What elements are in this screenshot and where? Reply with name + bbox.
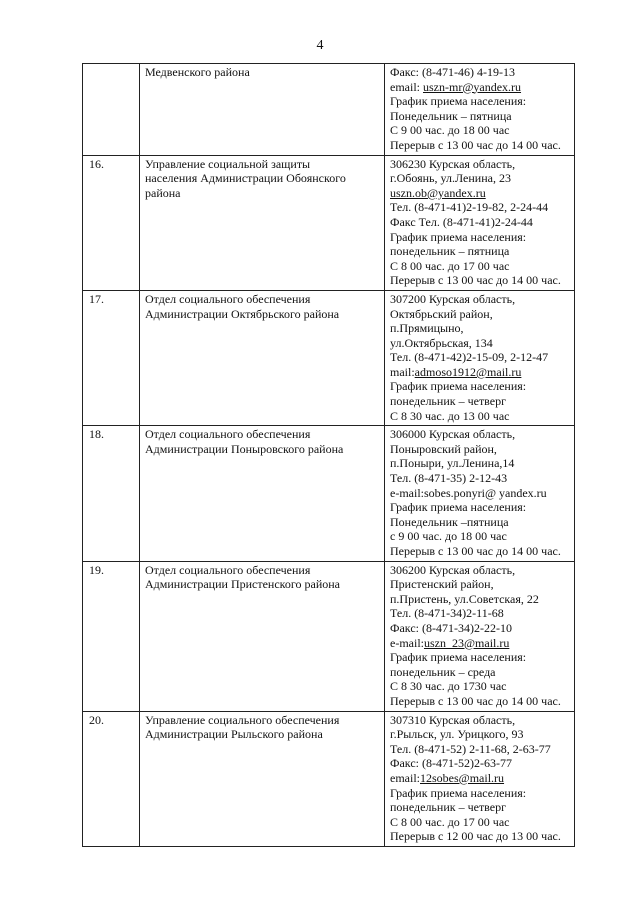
contact-text: п.Прямицыно, <box>390 321 464 336</box>
contact-text: Понедельник –пятница <box>390 514 509 529</box>
contact-info-line <box>390 606 570 621</box>
contact-text: с 9 00 час. до 18 00 час <box>390 529 507 544</box>
organization-name-line: Медвенского района <box>145 65 250 79</box>
contact-text: Пристенский район, <box>390 577 494 592</box>
contact-text: 306230 Курская область, <box>390 156 516 171</box>
contact-text: Перерыв с 13 00 час до 14 00 час. <box>390 273 561 288</box>
table-row <box>83 561 575 711</box>
contact-text: С 8 30 час. до 13 00 час <box>390 408 510 423</box>
contact-info-line <box>390 665 570 680</box>
contact-info <box>385 561 575 711</box>
contact-info <box>385 290 575 425</box>
contact-info-line <box>390 157 570 172</box>
contact-text: Перерыв с 13 00 час до 14 00 час. <box>390 544 561 558</box>
contact-info-line <box>390 544 570 559</box>
contact-info-line <box>390 471 570 486</box>
organization-name-line: населения Администрации Обоянского <box>145 171 346 186</box>
contact-text: С 8 30 час. до 1730 час <box>390 679 507 694</box>
contact-text: Тел. (8-471-34)2-11-68 <box>390 606 504 621</box>
contact-info-line <box>390 442 570 457</box>
contact-info-line <box>390 409 570 424</box>
row-number: 16. <box>83 155 140 290</box>
contact-text: п.Поныри, ул.Ленина,14 <box>390 456 515 471</box>
contact-text: Тел. (8-471-42)2-15-09, 2-12-47 <box>390 350 549 365</box>
contact-info-line <box>390 592 570 607</box>
contact-text: График приема населения: <box>390 379 527 394</box>
page-number: 4 <box>316 38 324 53</box>
table-row <box>83 426 575 561</box>
contact-info-line <box>390 230 570 245</box>
contact-info-line <box>390 394 570 409</box>
contact-info-line <box>390 742 570 757</box>
email-link[interactable]: uszn.ob@yandex.ru <box>390 185 486 200</box>
contact-info-line <box>390 815 570 830</box>
contact-info-line <box>390 365 570 380</box>
contact-text: Факс Тел. (8-471-41)2-24-44 <box>390 214 533 229</box>
contact-info-line <box>390 273 570 288</box>
contact-text: понедельник – пятница <box>390 244 510 259</box>
email-link[interactable]: uszn-mr@yandex.ru <box>423 79 522 94</box>
contact-info-line <box>390 321 570 336</box>
contact-text: email: <box>390 770 420 785</box>
contact-info-line <box>390 186 570 201</box>
contact-info-line <box>390 727 570 742</box>
contact-info-line <box>390 138 570 153</box>
contact-info-line <box>390 109 570 124</box>
table-row <box>83 64 575 156</box>
contact-info-line <box>390 636 570 651</box>
contact-info-line <box>390 771 570 786</box>
contact-text: Перерыв с 12 00 час до 13 00 час. <box>390 829 561 844</box>
contact-info-line <box>390 215 570 230</box>
contact-info-line <box>390 679 570 694</box>
organization-name-line: Отдел социального обеспечения <box>145 291 311 306</box>
row-number: 18. <box>83 426 140 561</box>
contact-text: Факс: (8-471-46) 4-19-13 <box>390 65 515 79</box>
contact-text: г.Обоянь, ул.Ленина, 23 <box>390 171 511 186</box>
contact-info <box>385 426 575 561</box>
contact-text: График приема населения: <box>390 229 527 244</box>
contact-text: e-mail: <box>390 635 424 650</box>
contact-info-line <box>390 713 570 728</box>
contact-info-line <box>390 94 570 109</box>
organization-name-line: Управление социального обеспечения <box>145 712 340 727</box>
contact-info-line <box>390 829 570 844</box>
organization-name-line: Управление социальной защиты <box>145 156 311 171</box>
contact-text: График приема населения: <box>390 500 527 515</box>
contact-text: С 9 00 час. до 18 00 час <box>390 123 510 138</box>
contact-text: Тел. (8-471-52) 2-11-68, 2-63-77 <box>390 741 551 756</box>
contact-text: ул.Октябрьская, 134 <box>390 335 493 350</box>
contact-info-line <box>390 427 570 442</box>
contact-info-line <box>390 621 570 636</box>
contact-info-line <box>390 123 570 138</box>
contact-info-line <box>390 292 570 307</box>
contact-text: 307310 Курская область, <box>390 712 516 727</box>
organization-name <box>140 711 385 846</box>
contact-info-line <box>390 650 570 665</box>
contact-text: понедельник – среда <box>390 664 496 679</box>
contact-text: Понедельник – пятница <box>390 108 512 123</box>
organization-name <box>140 561 385 711</box>
organization-name-line: Отдел социального обеспечения <box>145 562 311 577</box>
contact-info-line <box>390 259 570 274</box>
contact-text: понедельник – четверг <box>390 800 507 815</box>
contact-info-line <box>390 80 570 95</box>
row-number: 19. <box>83 561 140 711</box>
contact-text: mail: <box>390 364 415 379</box>
contact-info-line <box>390 800 570 815</box>
contact-text: Поныровский район, <box>390 441 497 456</box>
contact-text: Октябрьский район, <box>390 306 493 321</box>
organization-name <box>140 426 385 561</box>
contact-info-line <box>390 307 570 322</box>
contact-info-line <box>390 563 570 578</box>
contact-text: 306000 Курская область, <box>390 427 516 442</box>
organization-name-line: Отдел социального обеспечения <box>145 427 311 442</box>
contact-info-line <box>390 577 570 592</box>
contact-text: 306200 Курская область, <box>390 562 516 577</box>
table-body <box>83 64 575 847</box>
contact-info-line <box>390 756 570 771</box>
organization-name <box>140 64 385 156</box>
contact-info <box>385 64 575 156</box>
contact-text: e-mail:sobes.ponyri@ yandex.ru <box>390 485 547 500</box>
contact-info-line <box>390 336 570 351</box>
organization-name-line: Администрации Пристенского района <box>145 577 341 592</box>
email-link[interactable]: 12sobes@mail.ru <box>420 770 505 785</box>
contact-text: С 8 00 час. до 17 00 час <box>390 814 510 829</box>
contact-info-line <box>390 171 570 186</box>
contact-info-line <box>390 486 570 501</box>
contact-text: С 8 00 час. до 17 00 час <box>390 258 510 273</box>
contact-text: п.Пристень, ул.Советская, 22 <box>390 591 539 606</box>
organization-name-line: Администрации Октябрьского района <box>145 306 340 321</box>
contact-text: График приема населения: <box>390 650 527 665</box>
row-number: 17. <box>83 290 140 425</box>
contact-info-line <box>390 786 570 801</box>
organization-name-line: района <box>145 185 181 200</box>
contact-text: Перерыв с 13 00 час до 14 00 час. <box>390 137 561 152</box>
contact-text: Тел. (8-471-41)2-19-82, 2-24-44 <box>390 200 549 215</box>
contact-info <box>385 711 575 846</box>
contact-info-line <box>390 244 570 259</box>
organization-name-line: Администрации Поныровского района <box>145 441 344 456</box>
contact-info-line <box>390 200 570 215</box>
organization-name <box>140 155 385 290</box>
contact-info-line <box>390 694 570 709</box>
table-row <box>83 711 575 846</box>
contact-text: Факс: (8-471-34)2-22-10 <box>390 620 512 635</box>
contact-text: 307200 Курская область, <box>390 291 516 306</box>
contact-text: Факс: (8-471-52)2-63-77 <box>390 756 512 771</box>
contact-info <box>385 155 575 290</box>
table-row <box>83 290 575 425</box>
contact-info-line <box>390 456 570 471</box>
contact-text: График приема населения: <box>390 94 527 109</box>
contact-info-line <box>390 515 570 530</box>
contact-text: График приема населения: <box>390 785 527 800</box>
email-link[interactable]: uszn_23@mail.ru <box>423 635 510 650</box>
organization-name-line: Администрации Рыльского района <box>145 727 323 742</box>
table-row <box>83 155 575 290</box>
contact-text: понедельник – четверг <box>390 394 507 409</box>
contact-info-line <box>390 379 570 394</box>
row-number <box>83 64 140 156</box>
contact-text: Тел. (8-471-35) 2-12-43 <box>390 471 508 486</box>
contact-text: email: <box>390 79 423 94</box>
contact-text: г.Рыльск, ул. Урицкого, 93 <box>390 727 524 742</box>
contact-info-line <box>390 65 570 80</box>
contacts-table <box>82 63 575 847</box>
row-number: 20. <box>83 711 140 846</box>
contact-text: Перерыв с 13 00 час до 14 00 час. <box>390 693 561 708</box>
contact-info-line <box>390 350 570 365</box>
organization-name <box>140 290 385 425</box>
contact-info-line <box>390 529 570 544</box>
email-link[interactable]: admoso1912@mail.ru <box>414 364 522 379</box>
contact-info-line <box>390 500 570 515</box>
